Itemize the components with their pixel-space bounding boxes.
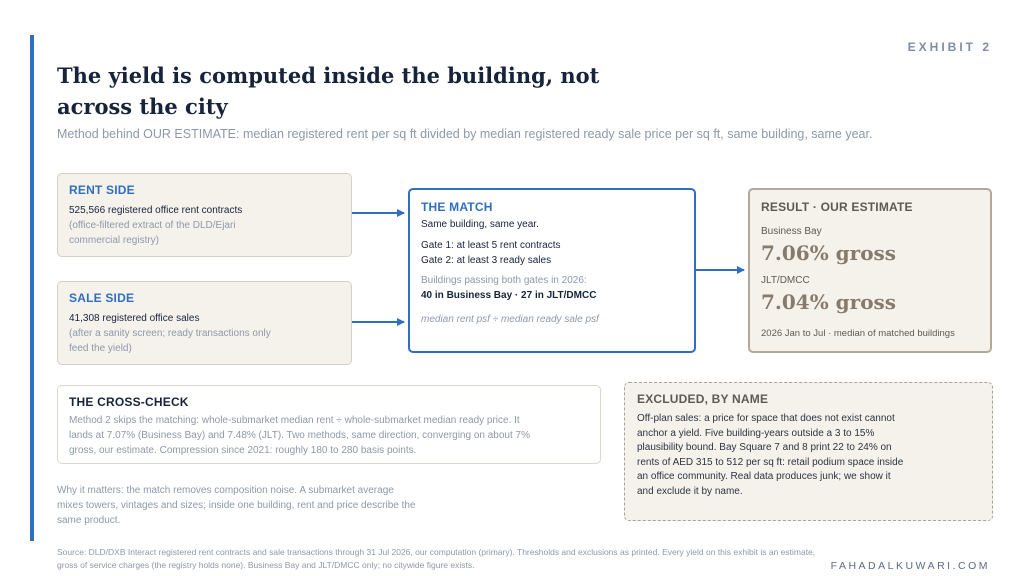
sale-side-heading: SALE SIDE [69,291,135,305]
sale-side-note: (after a sanity screen; ready transactions only feed the yield) [69,328,271,354]
match-box [408,188,696,353]
result-area-2-label: JLT/DMCC [761,275,810,286]
result-area-1-label: Business Bay [761,226,822,237]
accent-bar [30,35,34,541]
match-heading: THE MATCH [421,200,493,214]
page-title: The yield is computed inside the building, not across the city [57,63,600,119]
cross-check-heading: THE CROSS-CHECK [69,395,189,409]
source-note: Source: DLD/DXB Interact registered rent contracts and sale transactions through 31 Jul 2026, our computation (primary). Thresholds and exclusions as printed. Every yield on this exhibit is an estimate, gross of service charges (the registry holds none). Business Bay and JLT/DMCC only; no citywide figure exists. [57,547,816,570]
excluded-box [624,382,993,521]
excluded-heading: EXCLUDED, BY NAME [637,392,769,406]
rent-side-note: (office-filtered extract of the DLD/Ejari commercial registry) [69,220,236,246]
result-area-1-value: 7.06% gross [761,241,897,265]
match-passing-value: 40 in Business Bay · 27 in JLT/DMCC [421,290,597,301]
match-formula: median rent psf ÷ median ready sale psf [421,314,599,325]
result-box [748,188,992,353]
rent-side-box [57,173,352,257]
brand-url: FAHADALKUWARI.COM [830,560,990,572]
result-footnote: 2026 Jan to Jul · median of matched buildings [761,328,955,339]
result-area-2-value: 7.04% gross [761,290,897,314]
sale-side-box [57,281,352,365]
exhibit-label: EXHIBIT 2 [907,40,992,54]
match-gate-2: Gate 2: at least 3 ready sales [421,255,552,266]
sale-side-main: 41,308 registered office sales [69,313,200,324]
match-line: Same building, same year. [421,219,539,230]
match-passing-label: Buildings passing both gates in 2026: [421,275,587,286]
why-it-matters: Why it matters: the match removes composition noise. A submarket average mixes towers, vintages and sizes; inside one building, rent and price describe the same product. [57,485,416,526]
match-gate-1: Gate 1: at least 5 rent contracts [421,240,561,251]
result-heading: RESULT · OUR ESTIMATE [761,200,913,214]
rent-side-heading: RENT SIDE [69,183,135,197]
cross-check-body: Method 2 skips the matching: whole-submarket median rent ÷ whole-submarket median ready price. It lands at 7.07% (Business Bay) and 7.48% (JLT). Two methods, same direction, converging on about 7% gross, our estimate. Compression since 2021: roughly 180 to 280 basis points. [69,415,530,456]
cross-check-box [57,385,601,464]
rent-side-main: 525,566 registered office rent contracts [69,205,243,216]
excluded-body: Off-plan sales: a price for space that does not exist cannot anchor a yield. Five building-years outside a 3 to 15% plausibility bound. Bay Square 7 and 8 print 22 to 24% on rents of AED 315 to 512 per sq ft: retail podium space inside an office community. Real data produces junk; we show it and exclude it by name. [637,413,904,497]
page-subtitle: Method behind OUR ESTIMATE: median registered rent per sq ft divided by median registered ready sale price per sq ft, same building, same year. [57,127,873,141]
